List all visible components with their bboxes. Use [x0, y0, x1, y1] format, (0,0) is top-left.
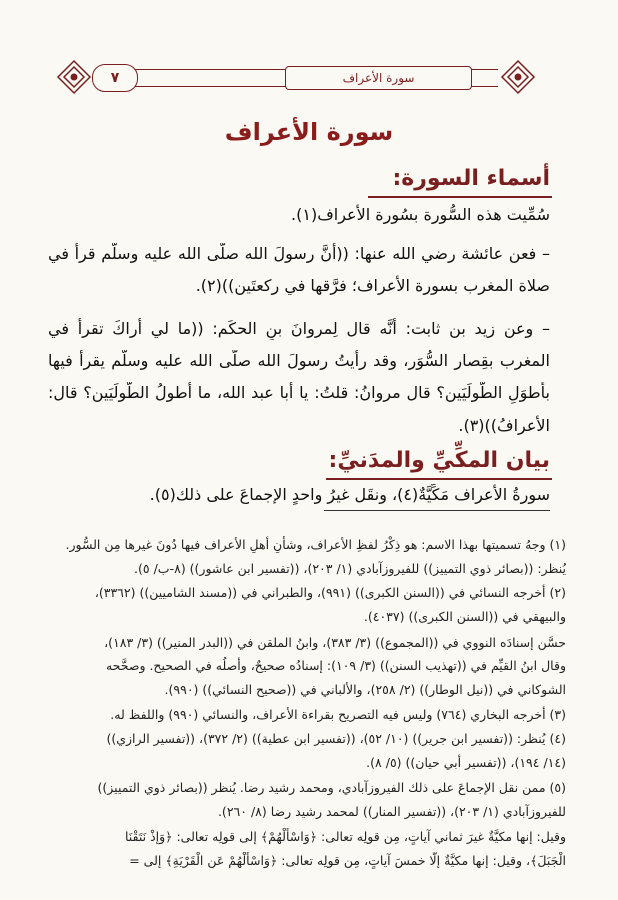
footnote-line: الْجَبَلَ﴾، وقيل: إنها مكيَّةٌ إلَّا خمسَ آياتٍ، مِن قولِه تعالى: ﴿وَاسْأَلْهُمْ عَنِ الْقَرْيَةِ﴾ إلى = [129, 853, 566, 868]
footnote-line: (٤) يُنظر: ((تفسير ابن جرير)) (١٠/ ٥٢)، ((تفسير ابن عطية)) (٢/ ٣٧٢)، ((تفسير الرازي)) [106, 731, 566, 746]
body-line: بأطوَلِ الطُّولَيَين؟ قال مروانُ: قلتُ: يا أبا عبد الله، ما أطولُ الطُّولَيَين؟ قال: [48, 383, 550, 402]
body-line: الأعرافُ))(٣). [458, 416, 550, 435]
body-line: – وعن زيد بن ثابت: أنَّه قال لِمروانَ بنِ الحكَم: ((ما لي أراكَ تقرأُ في [48, 319, 550, 338]
body-line: سُمِّيت هذه السُّورة بسُورة الأعراف(١). [291, 205, 550, 224]
section-heading-names: أسماء السورة: [392, 166, 550, 191]
footnote-separator [324, 510, 550, 511]
footnote-line: (٣) أخرجه البخاري (٧٦٤) وليس فيه التصريح بقراءة الأعراف، والنسائي (٩٩٠) واللفظ له. [110, 707, 566, 722]
footnote-line: للفيروزآبادي (١/ ٢٠٣)، ((تفسير المنار)) لمحمد رشيد رضا (٨/ ٢٦٠). [217, 804, 566, 819]
ornament-left-icon [56, 59, 92, 95]
footnote-line: وقيل: إنها مكيَّةٌ غيرَ ثماني آياتٍ، مِن قولِه تعالى: ﴿وَاسْأَلْهُمْ﴾ إلى قولِه تعالى: ﴿وَإِذْ نَتَقْنَا [124, 829, 566, 844]
section-heading-underline [326, 478, 552, 480]
surah-title: سورة الأعراف [224, 118, 394, 146]
body-line: – فعن عائشة رضي الله عنها: ((أنَّ رسولَ الله صلَّى الله عليه وسلَّم قرأ في [48, 244, 550, 263]
footnote-line: (١٤/ ١٩٤)، ((تفسير أبي حيان)) (٥/ ٨). [366, 755, 566, 770]
section-heading-underline [368, 196, 552, 198]
footnote-line: (١) وجهُ تسميتها بهذا الاسم: هو ذِكْرُ لفظِ الأعراف، وشأنِ أهلِ الأعراف فيها دُونَ غيرها مِن السُّور. [65, 537, 566, 552]
page-number: ٧ [110, 70, 120, 86]
footnote-line: (٢) أخرجه النسائي في ((السنن الكبرى)) (٩٩١)، والطبراني في ((مسند الشاميين)) (٣٣٦٢)، [94, 585, 566, 600]
body-line: المغرب بقِصار السُّوَر، وقد رأيتُ رسولَ الله صلَّى الله عليه وسلَّم يقرأُ فيها [48, 351, 550, 370]
running-title-box [285, 66, 472, 90]
body-line: صلاة المغرب بسورة الأعراف؛ فرَّقها في ركعتَين))(٢). [195, 276, 550, 295]
body-line: سورةُ الأعراف مَكِّيَّةٌ(٤)، ونقَل غيرُ واحدٍ الإجماعَ على ذلك(٥). [149, 485, 550, 504]
running-title: سورة الأعراف [342, 71, 415, 85]
footnote-line: والبيهقي في ((السنن الكبرى)) (٤٠٣٧). [363, 609, 566, 624]
footnote-line: حسَّن إسنادَه النووي في ((المجموع)) (٣/ ٣٨٣)، وابنُ الملقن في ((البدر المنير)) (٣/ ١٨٣)، [104, 635, 566, 650]
footnote-line: يُنظر: ((بصائر ذوي التمييز)) للفيروزآبادي (١/ ٢٠٣)، ((تفسير ابن عاشور)) (٨-ب/ ٥). [134, 561, 566, 576]
footnote-line: (٥) ممن نقل الإجماعَ على ذلك الفيروزآبادي، ومحمد رشيد رضا. يُنظر ((بصائر ذوي التمييز)) [97, 780, 566, 795]
page-number-box [92, 64, 138, 92]
footnote-line: الشوكاني في ((نيل الوطار)) (٢/ ٢٥٨)، والألباني في ((صحيح النسائي)) (٩٩٠). [164, 682, 566, 697]
ornament-right-icon [500, 59, 536, 95]
section-heading-makki-madani: بيان المكِّيِّ والمدَنيِّ: [328, 448, 550, 473]
footnote-line: وقال ابنُ القيِّم في ((تهذيب السنن)) (٣/ ١٠٩): إسنادُه صحيحٌ، وأصلُه في الصحيح. وصحَّحه [105, 658, 566, 673]
